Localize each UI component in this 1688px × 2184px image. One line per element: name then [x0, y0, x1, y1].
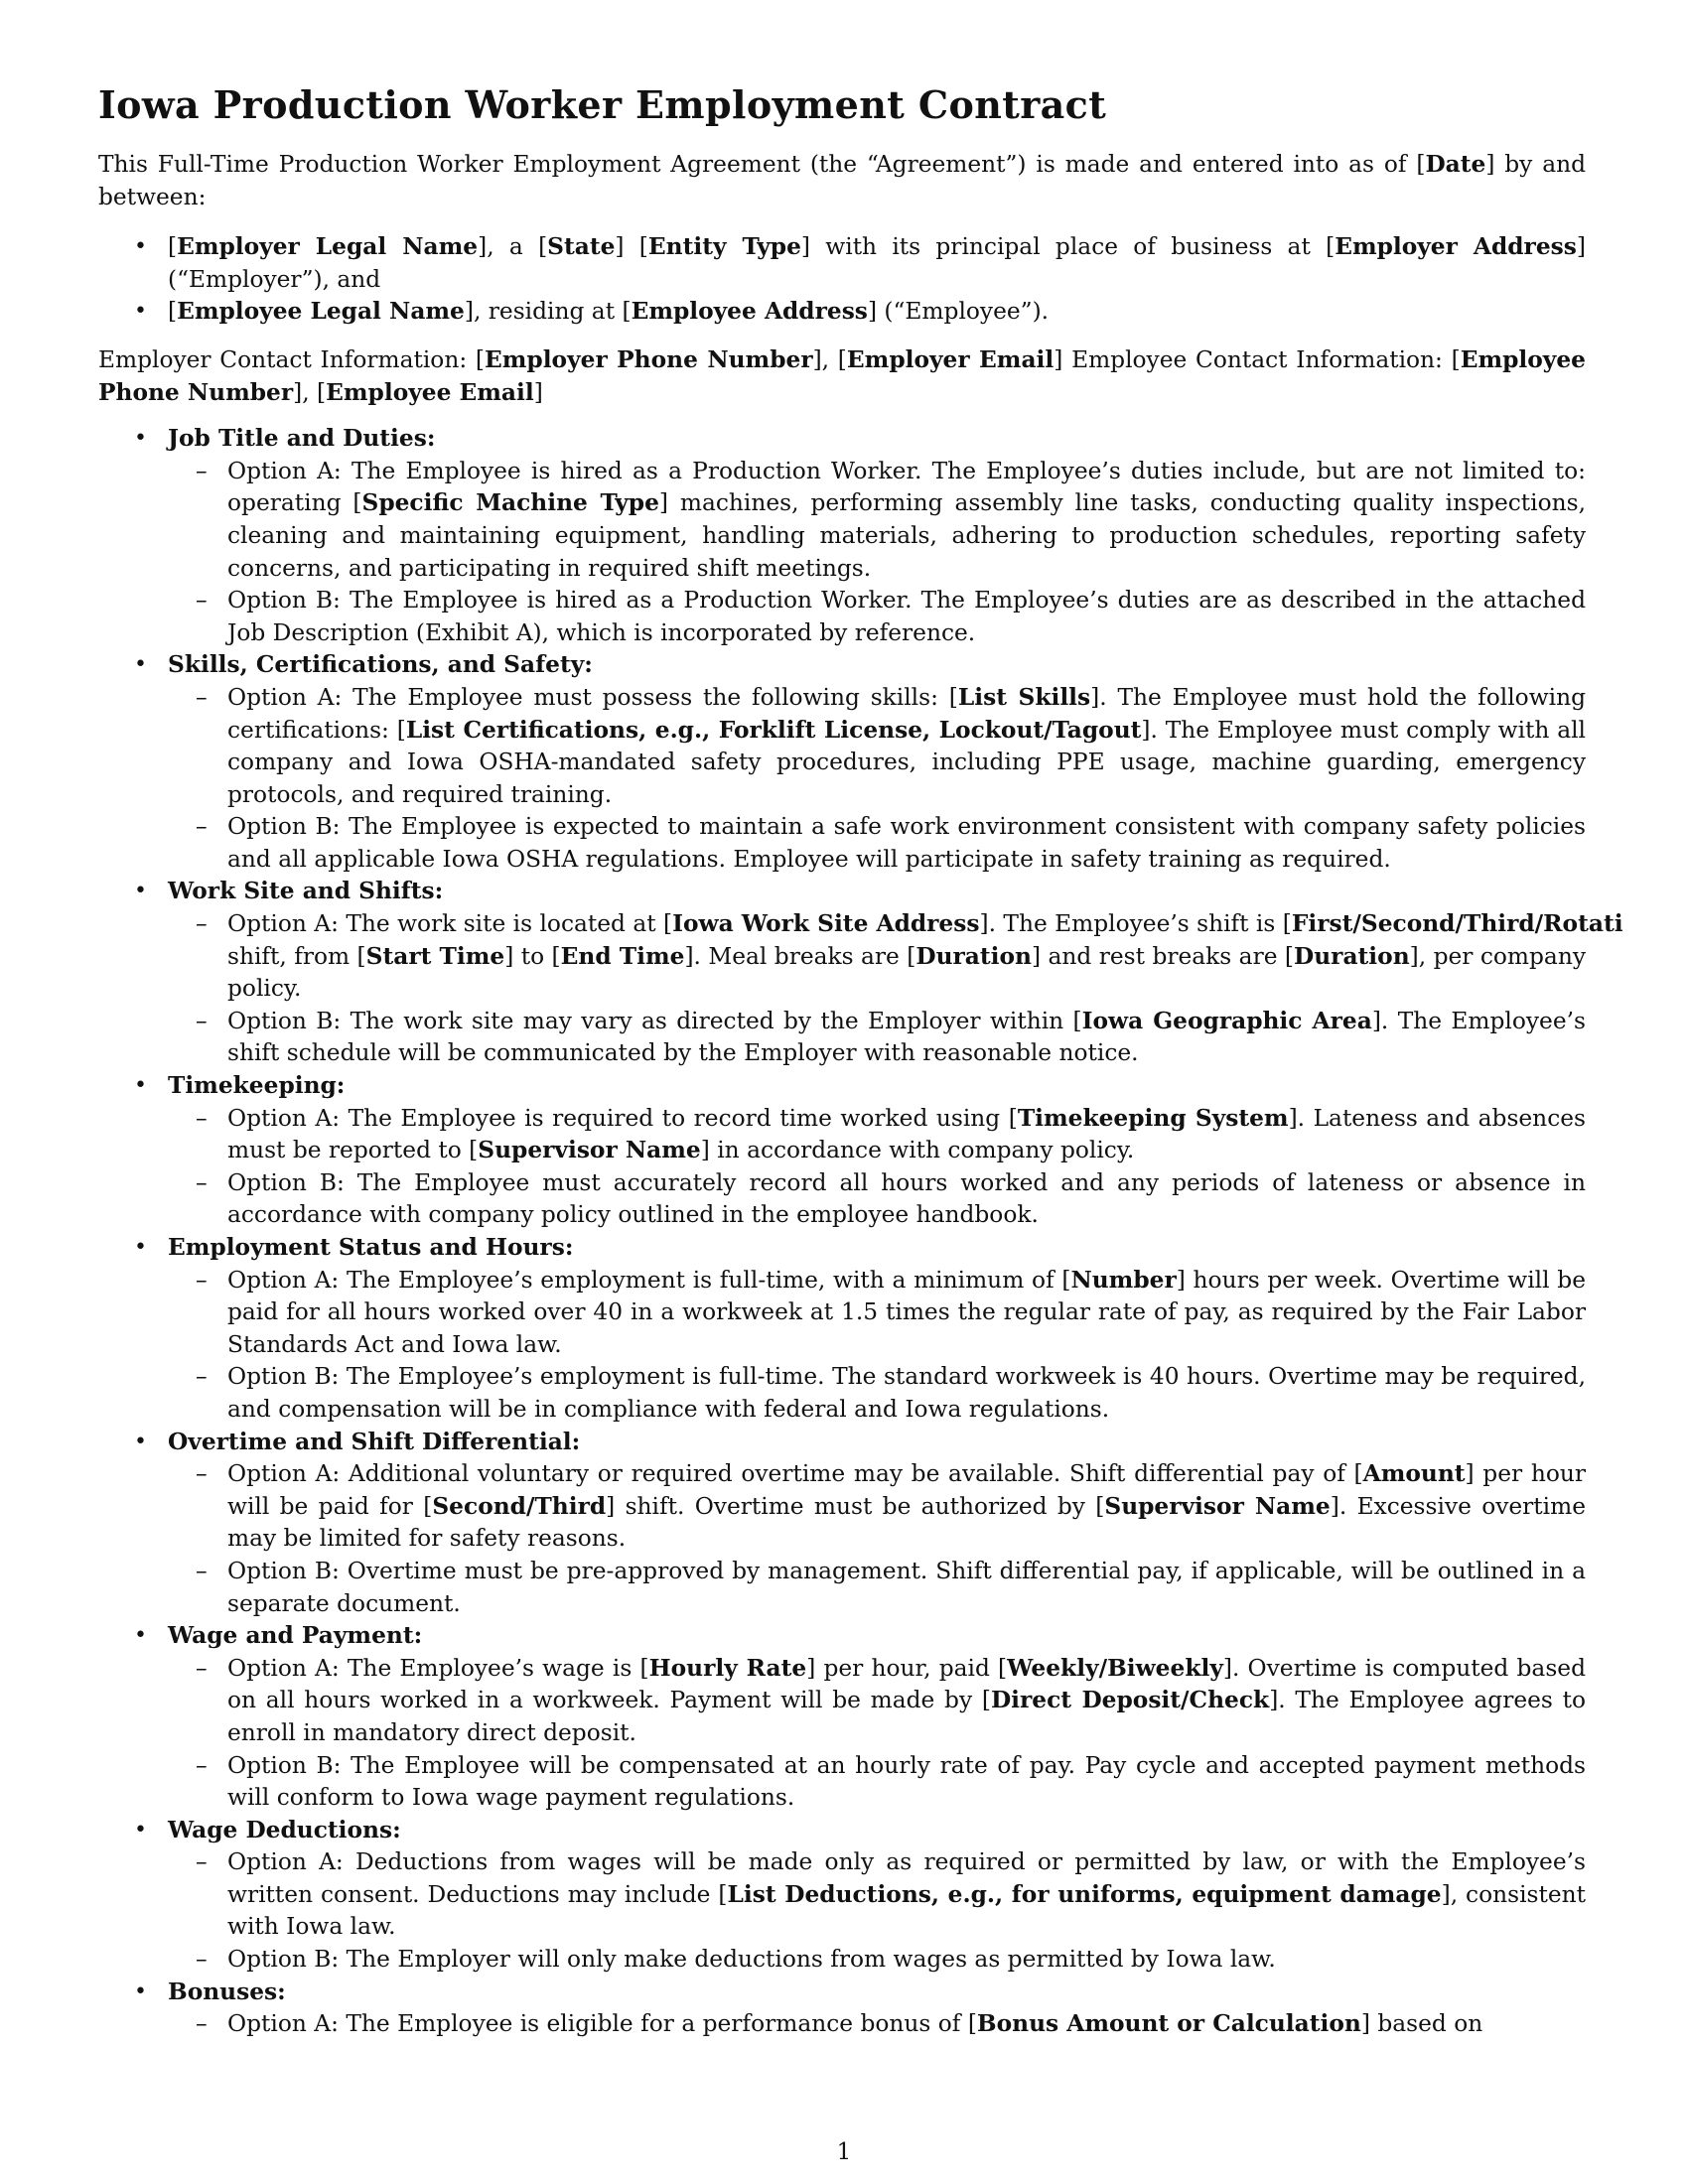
section-heading: • Job Title and Duties:: [168, 425, 436, 453]
section-bonuses: [98, 1977, 1586, 2041]
contract-sections: [98, 423, 1623, 2041]
section-heading: • Skills, Certifications, and Safety:: [168, 651, 593, 679]
option-b: – Option B: The Employee is hired as a Production Worker. The Employee’s duties are as described in the attached Job Description (Exhibit A), which is incorporated by reference.: [168, 585, 1586, 649]
employee-party: • [Employee Legal Name], residing at [Employee Address] (“Employee”).: [98, 296, 1586, 329]
intro-paragraph: This Full-Time Production Worker Employment Agreement (the “Agreement”) is made and entered into as of [Date] by and between:: [98, 151, 1587, 210]
option-b: – Option B: The Employee will be compensated at an hourly rate of pay. Pay cycle and accepted payment methods will conform to Iowa wage payment regulations.: [168, 1750, 1586, 1815]
option-b: – Option B: The Employee must accurately record all hours worked and any periods of lateness or absence in accordance with company policy outlined in the employee handbook.: [168, 1167, 1586, 1232]
section-work-site: [98, 876, 1623, 1070]
option-a: – Option A: The Employee is eligible for a performance bonus of [Bonus Amount or Calculation] based on: [168, 2008, 1586, 2041]
contract-page: [98, 81, 1623, 2041]
section-skills: [98, 649, 1586, 876]
option-b: – Option B: The Employer will only make deductions from wages as permitted by Iowa law.: [168, 1944, 1586, 1977]
option-a: – Option A: The Employee must possess the following skills: [List Skills]. The Employee must hold the following certifications: [List Certifications, e.g., Forklift License, Lockout/Tagout]. The Employee must comply with all company and Iowa OSHA-mandated safety procedures, including PPE usage, machine guarding, emergency protocols, and required training.: [168, 682, 1586, 811]
page-number: 1: [836, 2139, 852, 2165]
option-a: – Option A: Deductions from wages will be made only as required or permitted by law, or with the Employee’s written consent. Deductions may include [List Deductions, e.g., for uniforms, equipment damage], consistent with Iowa law.: [168, 1846, 1586, 1944]
section-heading: • Work Site and Shifts:: [168, 878, 444, 905]
section-job-title: [98, 423, 1586, 649]
document-title: Iowa Production Worker Employment Contract: [98, 82, 1107, 127]
section-timekeeping: [98, 1070, 1586, 1232]
option-a: – Option A: The Employee is hired as a Production Worker. The Employee’s duties include, but are not limited to: operating [Specific Machine Type] machines, performing assembly line tasks, conducting quality inspections, cleaning and maintaining equipment, handling materials, adhering to production schedules, reporting safety concerns, and participating in required shift meetings.: [168, 456, 1586, 585]
section-heading: • Timekeeping:: [168, 1072, 346, 1100]
employer-party: • [Employer Legal Name], a [State] [Entity Type] with its principal place of business at [Employer Address] (“Employer”), and: [98, 231, 1586, 296]
option-a: – Option A: The Employee’s wage is [Hourly Rate] per hour, paid [Weekly/Biweekly]. Overtime is computed based on all hours worked in a workweek. Payment will be made by [Direct Deposit/Check]. The Employee agrees to enroll in mandatory direct deposit.: [168, 1653, 1586, 1750]
contact-information: Employer Contact Information: [Employer Phone Number], [Employer Email] Employee Contact Information: [Employee Phone Number], [Employee Email]: [98, 345, 1586, 406]
section-wage: [98, 1620, 1586, 1815]
option-a: – Option A: The Employee is required to record time worked using [Timekeeping System]. Lateness and absences must be reported to [Supervisor Name] in accordance with company policy.: [168, 1103, 1586, 1167]
section-heading: • Overtime and Shift Differential:: [168, 1428, 581, 1455]
date-placeholder: Date: [1425, 151, 1486, 178]
option-b: – Option B: The Employee is expected to maintain a safe work environment consistent with company safety policies and all applicable Iowa OSHA regulations. Employee will participate in safety training as required.: [168, 811, 1586, 876]
section-heading: • Wage Deductions:: [168, 1816, 401, 1843]
section-heading: • Employment Status and Hours:: [168, 1234, 574, 1261]
section-deductions: [98, 1815, 1586, 1977]
option-a: – Option A: Additional voluntary or required overtime may be available. Shift differential pay of [Amount] per hour will be paid for [Second/Third] shift. Overtime must be authorized by [Supervisor Name]. Excessive overtime may be limited for safety reasons.: [168, 1458, 1586, 1556]
option-b: – Option B: The Employee’s employment is full-time. The standard workweek is 40 hours. Overtime may be required, and compensation will be in compliance with federal and Iowa regulations.: [168, 1361, 1586, 1426]
section-overtime: [98, 1427, 1586, 1621]
section-employment-status: [98, 1232, 1586, 1427]
section-heading: • Bonuses:: [168, 1978, 286, 2005]
option-b: – Option B: Overtime must be pre-approved by management. Shift differential pay, if applicable, will be outlined in a separate document.: [168, 1556, 1586, 1620]
option-a: – Option A: The work site is located at [Iowa Work Site Address]. The Employee’s shift is [First/Second/Third/Rotati shift, from [Start Time] to [End Time]. Meal breaks are [Duration] and rest breaks are [Duration], per company policy.: [168, 908, 1586, 1006]
parties-list: [98, 231, 1586, 329]
option-a: – Option A: The Employee’s employment is full-time, with a minimum of [Number] hours per week. Overtime will be paid for all hours worked over 40 in a workweek at 1.5 times the regular rate of pay, as required by the Fair Labor Standards Act and Iowa law.: [168, 1265, 1586, 1362]
option-b: – Option B: The work site may vary as directed by the Employer within [Iowa Geographic Area]. The Employee’s shift schedule will be communicated by the Employer with reasonable notice.: [168, 1006, 1586, 1070]
section-heading: • Wage and Payment:: [168, 1622, 423, 1650]
